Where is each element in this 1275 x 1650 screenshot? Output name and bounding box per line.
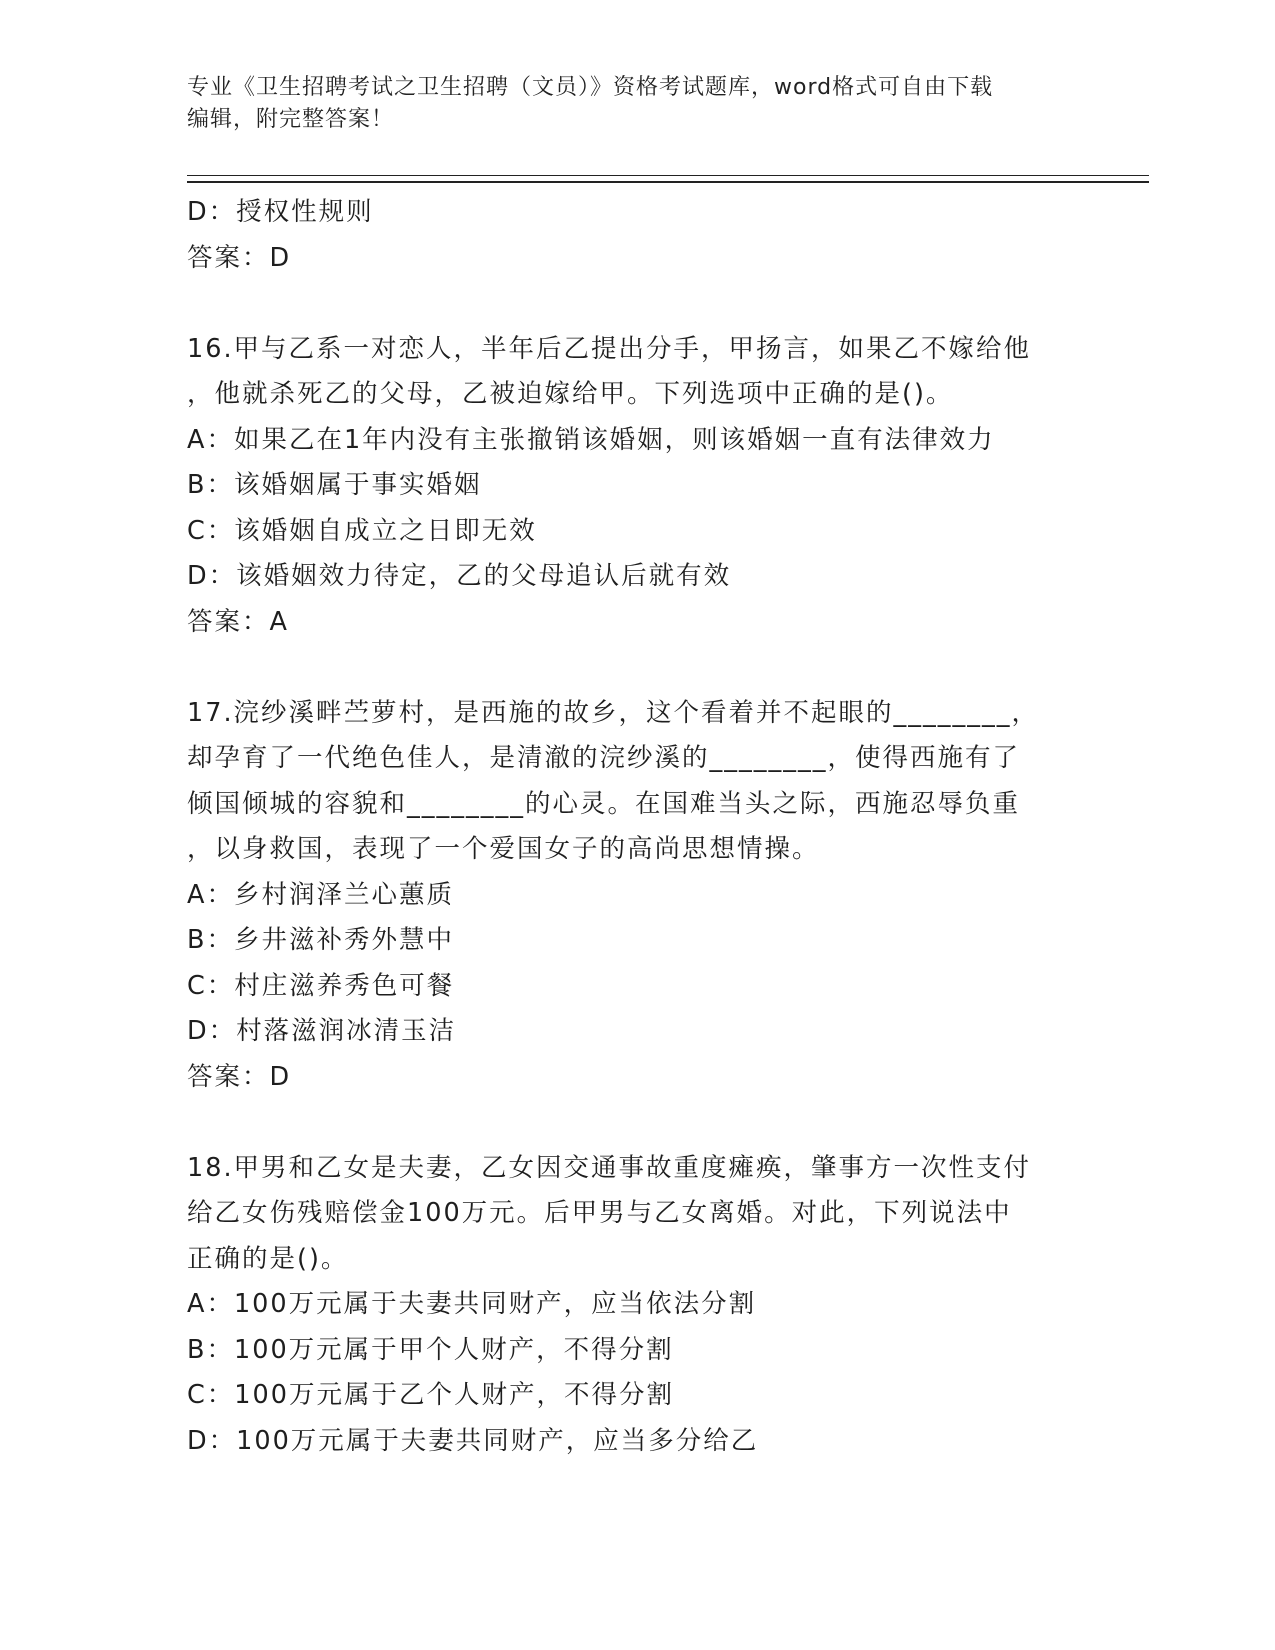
page-header <box>187 72 1087 136</box>
answer-line: 答案：D <box>187 1061 292 1092</box>
option-c: C：村庄滋养秀色可餐 <box>187 970 455 1001</box>
question-18 <box>187 1146 1087 1465</box>
question-stem: ，以身救国，表现了一个爱国女子的高尚思想情操。 <box>187 834 820 864</box>
option-c: C：该婚姻自成立之日即无效 <box>187 515 537 546</box>
question-content <box>187 190 1087 1464</box>
spacer <box>187 645 1087 691</box>
question-16 <box>187 327 1087 646</box>
question-stem: 17.浣纱溪畔苎萝村，是西施的故乡，这个看着并不起眼的________， <box>187 697 1040 728</box>
option-d: D：村落滋润冰清玉洁 <box>187 1016 457 1046</box>
question-stem: 16.甲与乙系一对恋人，半年后乙提出分手，甲扬言，如果乙不嫁给他 <box>187 333 1032 364</box>
header-divider <box>187 175 1149 183</box>
header-title-line-1: 专业《卫生招聘考试之卫生招聘（文员）》资格考试题库，word格式可自由下载 <box>187 75 994 100</box>
spacer <box>187 281 1087 327</box>
header-title-line-2: 编辑，附完整答案！ <box>187 107 395 132</box>
option-d: D：100万元属于夫妻共同财产，应当多分给乙 <box>187 1425 759 1456</box>
question-stem: 却孕育了一代绝色佳人，是清澈的浣纱溪的________，使得西施有了 <box>187 743 1021 773</box>
spacer <box>187 1100 1087 1146</box>
option-b: B：100万元属于甲个人财产，不得分割 <box>187 1334 674 1365</box>
question-stem: 倾国倾城的容貌和________的心灵。在国难当头之际，西施忍辱负重 <box>187 788 1021 819</box>
option-a: A：如果乙在1年内没有主张撤销该婚姻，则该婚姻一直有法律效力 <box>187 424 995 455</box>
answer-line: 答案：D <box>187 242 292 273</box>
question-stem: 18.甲男和乙女是夫妻，乙女因交通事故重度瘫痪，肇事方一次性支付 <box>187 1152 1032 1183</box>
option-c: C：100万元属于乙个人财产，不得分割 <box>187 1380 674 1410</box>
option-b: B：乡井滋补秀外慧中 <box>187 925 454 955</box>
question-stem: 给乙女伤残赔偿金100万元。后甲男与乙女离婚。对此，下列说法中 <box>187 1198 1012 1228</box>
option-a: A：100万元属于夫妻共同财产，应当依法分割 <box>187 1289 757 1319</box>
question-stem: 正确的是()。 <box>187 1243 349 1274</box>
option-a: A：乡村润泽兰心蕙质 <box>187 879 454 910</box>
option-d: D：该婚姻效力待定，乙的父母追认后就有效 <box>187 561 732 591</box>
option-b: B：该婚姻属于事实婚姻 <box>187 470 482 500</box>
option-d: D：授权性规则 <box>187 197 374 227</box>
answer-line: 答案：A <box>187 606 289 637</box>
question-stem: ，他就杀死乙的父母，乙被迫嫁给甲。下列选项中正确的是()。 <box>187 379 954 409</box>
question-17 <box>187 691 1087 1101</box>
previous-question-tail <box>187 190 1087 281</box>
